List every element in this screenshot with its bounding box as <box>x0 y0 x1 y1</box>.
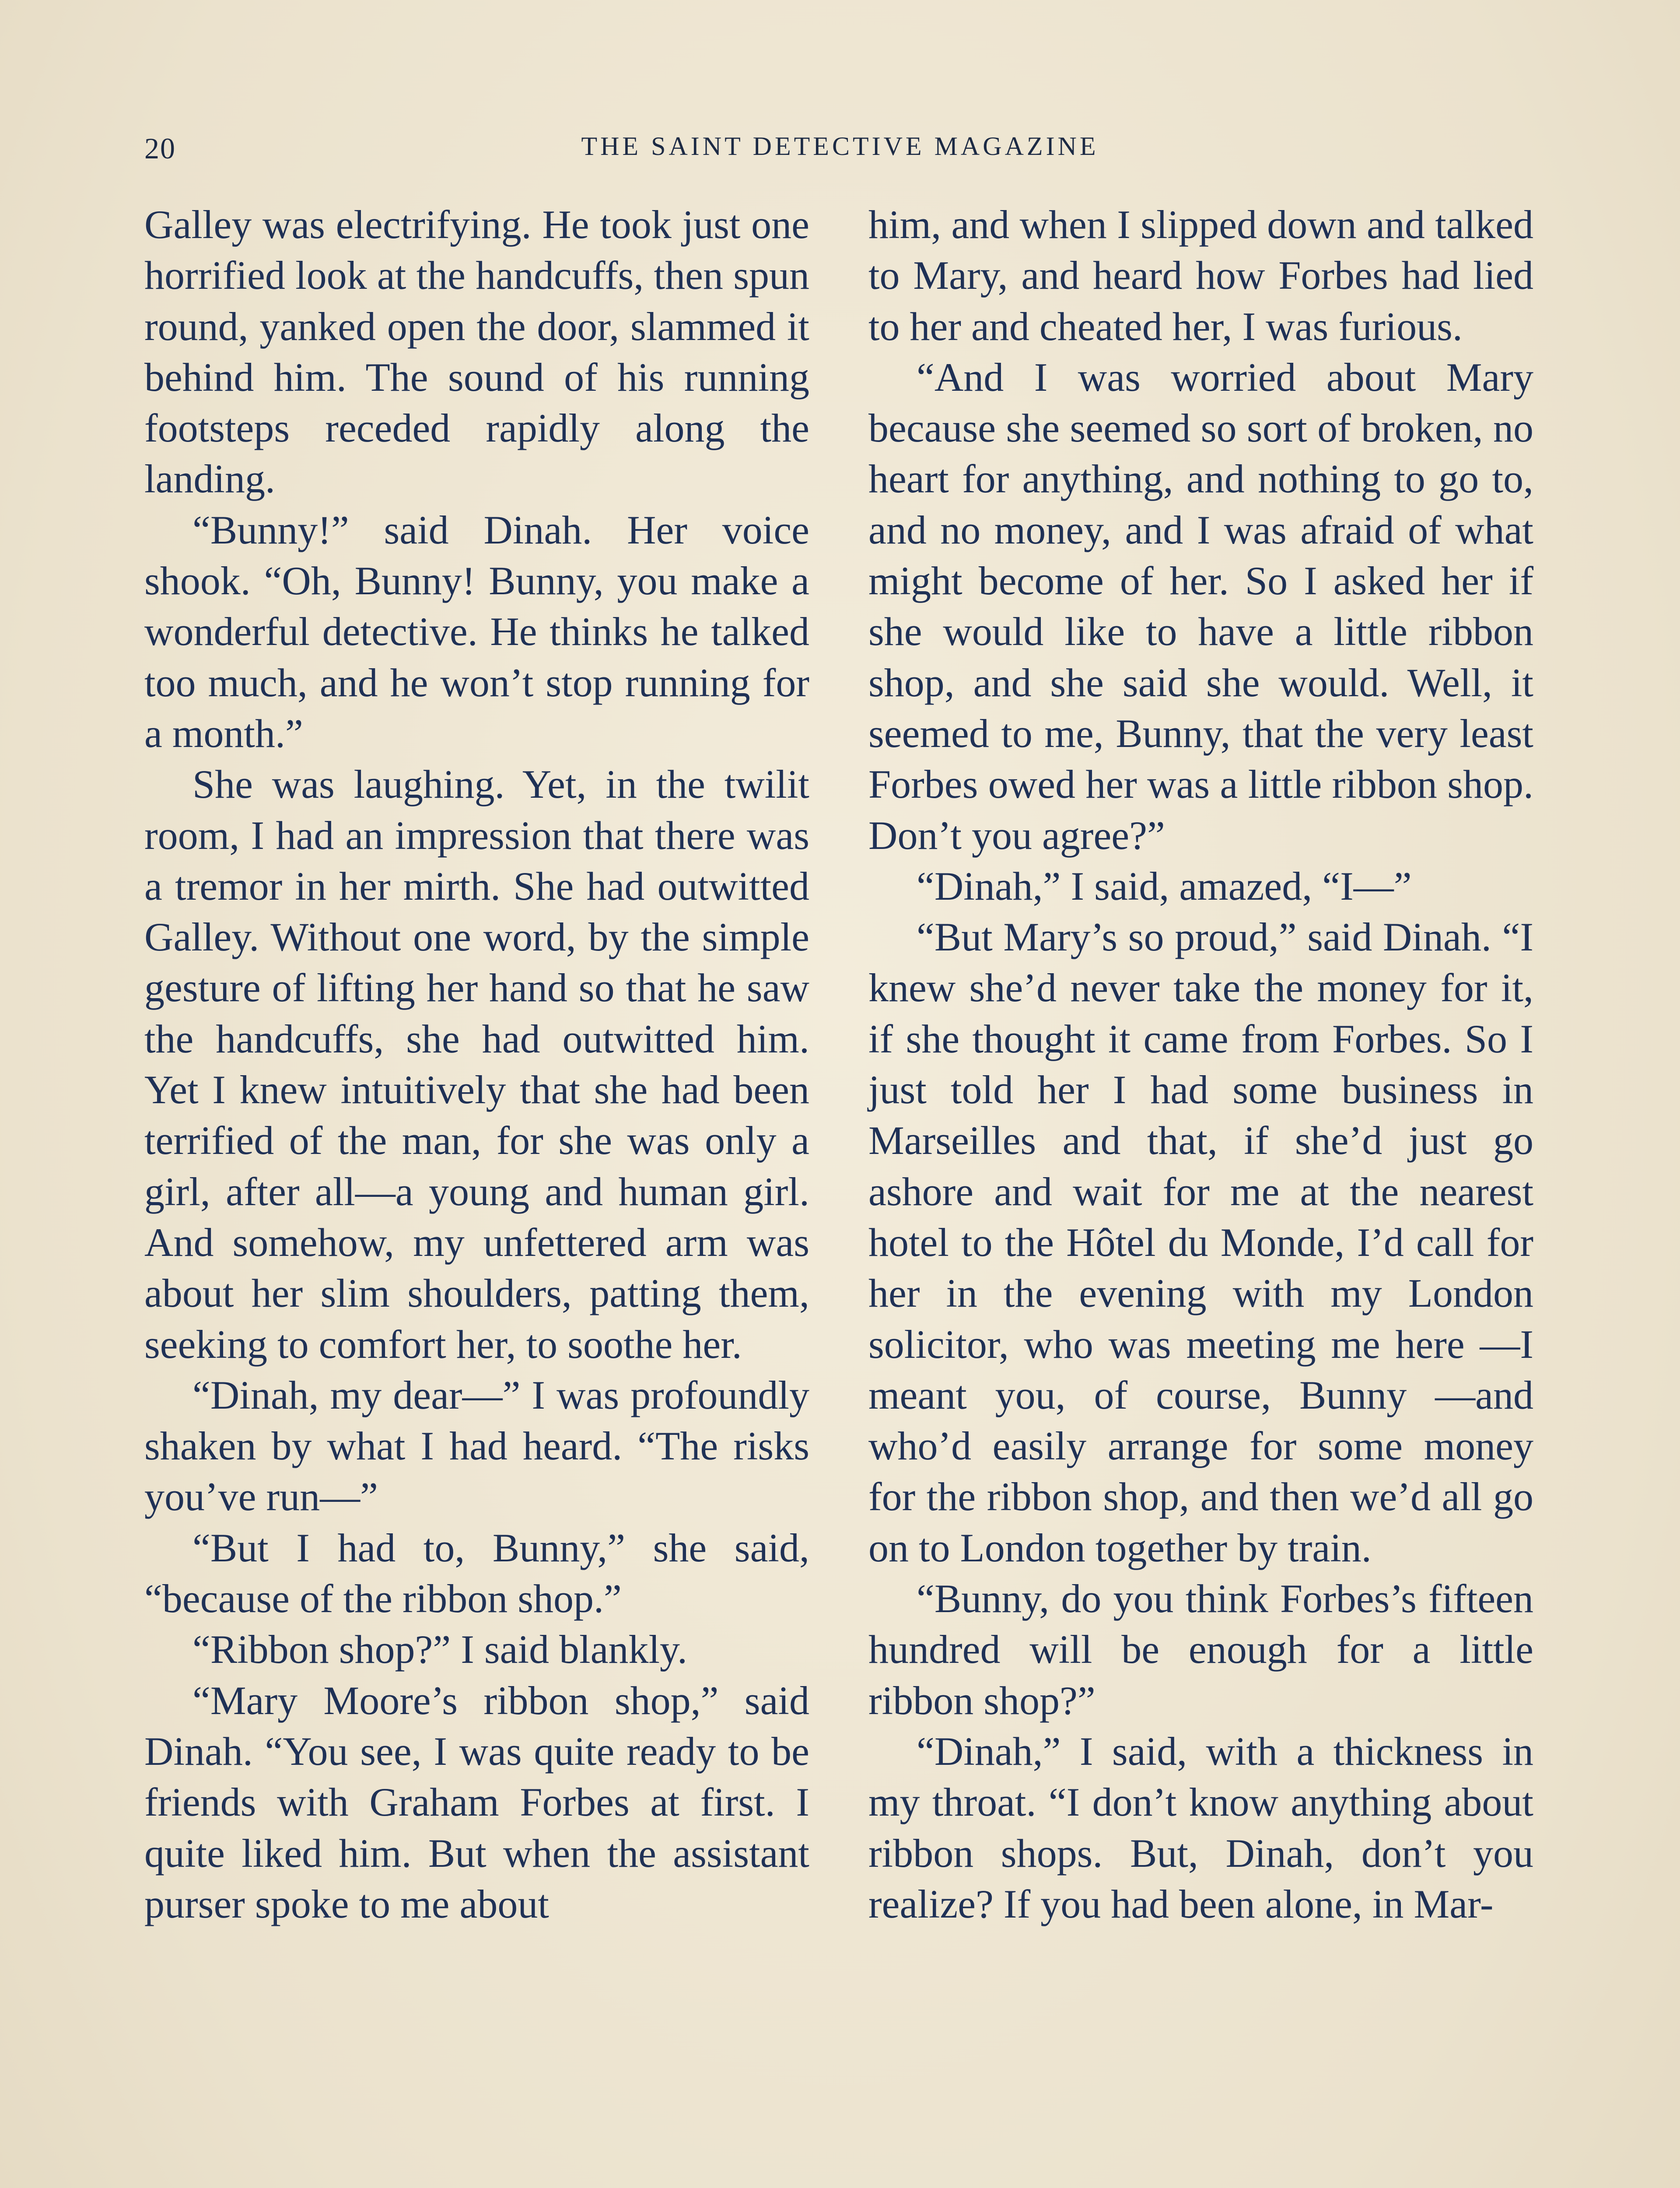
page-header <box>144 131 1536 179</box>
paragraph: him, and when I slipped down and talked to Mary, and heard how Forbes had lied to her and cheated her, I was furious. <box>868 202 1533 349</box>
paragraph: “Mary Moore’s ribbon shop,” said Dinah. “You see, I was quite ready to be friends with Graham Forbes at first. I quite liked him. But when the assistant purser spoke to me about <box>144 1678 809 1926</box>
paragraph: “Dinah,” I said, amazed, “I—” <box>917 863 1412 908</box>
paragraph: “Bunny!” said Dinah. Her voice shook. “Oh, Bunny! Bunny, you make a wonderful detective. He thinks he talked too much, and he won’t stop running for a month.” <box>144 507 809 756</box>
paragraph: “Bunny, do you think Forbes’s fifteen hundred will be enough for a little ribbon shop?” <box>868 1576 1533 1723</box>
page-number: 20 <box>144 132 176 165</box>
left-column <box>144 199 809 1929</box>
paragraph: “But I had to, Bunny,” she said, “because of the ribbon shop.” <box>144 1525 809 1621</box>
paragraph: “Dinah, my dear—” I was profoundly shaken by what I had heard. “The risks you’ve run—” <box>144 1372 809 1519</box>
paragraph: “And I was worried about Mary because she seemed so sort of broken, no heart for anything, and nothing to go to, and no money, and I was afraid of what might become of her. So I asked her if she would like to have a little ribbon shop, and she said she would. Well, it seemed to me, Bunny, that the very least Forbes owed her was a little ribbon shop. Don’t you agree?” <box>868 354 1533 858</box>
running-head: THE SAINT DETECTIVE MAGAZINE <box>581 132 1099 161</box>
paragraph: She was laughing. Yet, in the twilit room, I had an impression that there was a tremor in her mirth. She had outwitted Galley. Without one word, by the simple gesture of lifting her hand so that he saw the handcuffs, she had outwitted him. Yet I knew intuitively that she had been terrified of the man, for she was only a girl, after all—a young and human girl. And somehow, my unfettered arm was about her slim shoulders, patting them, seeking to comfort her, to soothe her. <box>144 762 809 1367</box>
right-column <box>868 199 1533 1929</box>
paragraph: “Dinah,” I said, with a thickness in my throat. “I don’t know anything about ribbon shops. But, Dinah, don’t you realize? If you had been alone, in Mar- <box>868 1729 1533 1926</box>
paragraph: “Ribbon shop?” I said blankly. <box>192 1627 688 1672</box>
paragraph: “But Mary’s so proud,” said Dinah. “I knew she’d never take the money for it, if she thought it came from Forbes. So I just told her I had some business in Marseilles and that, if she’d just go ashore and wait for me at the nearest hotel to the Hôtel du Monde, I’d call for her in the evening with my London solicitor, who was meeting me here —I meant you, of course, Bunny —and who’d easily arrange for some money for the ribbon shop, and then we’d all go on to London together by train. <box>868 915 1533 1570</box>
paragraph: Galley was electrifying. He took just one horrified look at the handcuffs, then spun round, yanked open the door, slammed it behind him. The sound of his running footsteps receded rapidly along the landing. <box>144 202 809 501</box>
